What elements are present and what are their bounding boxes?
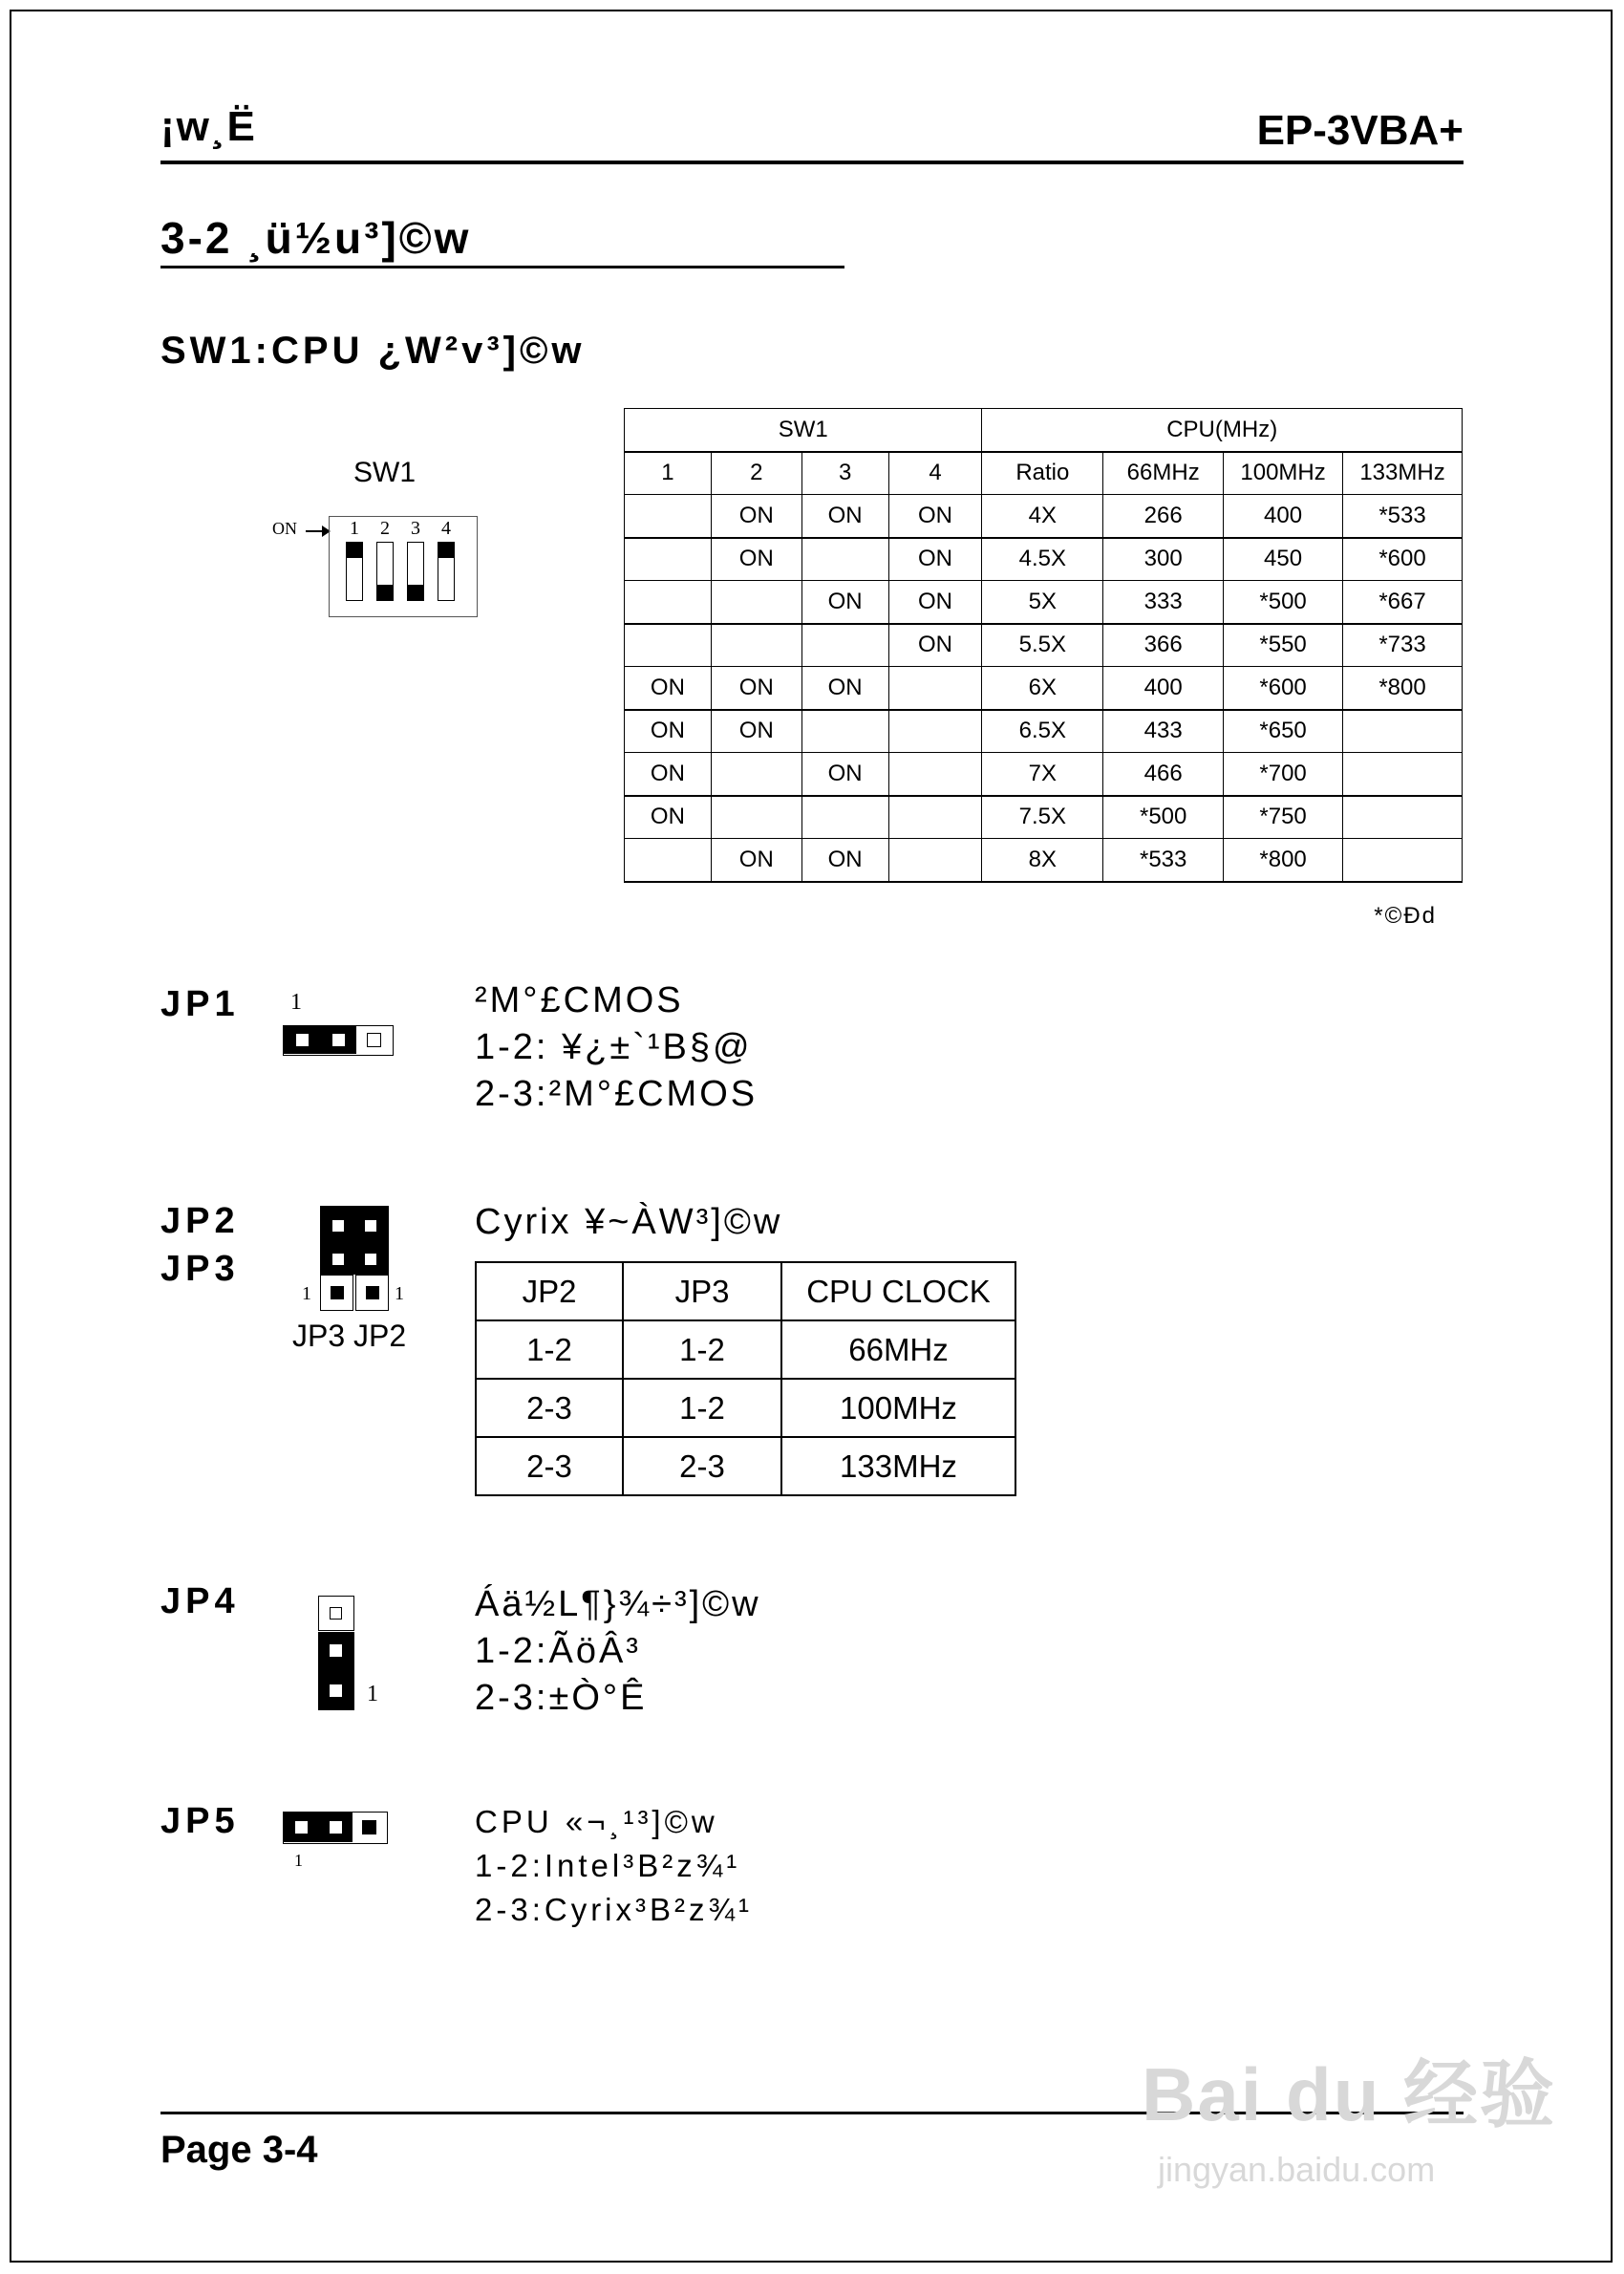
page-number: Page 3-4 xyxy=(160,2129,318,2171)
table-cell xyxy=(888,667,982,710)
jp1-jumper xyxy=(283,1025,394,1056)
table-cell: *533 xyxy=(1103,839,1224,882)
table-cell: ON xyxy=(711,667,801,710)
section-title: 3-2 ¸ü½u³]©w xyxy=(160,213,472,263)
table-row xyxy=(476,1379,1015,1437)
table-cell: ON xyxy=(801,581,888,624)
table-cell: 2-3 xyxy=(623,1437,781,1495)
section-underline xyxy=(160,266,844,268)
table-cell xyxy=(711,753,801,796)
table-cell: *500 xyxy=(1103,796,1224,839)
table-row xyxy=(625,495,1463,538)
table-cell: 100MHz xyxy=(781,1379,1015,1437)
table-cell: ON xyxy=(801,495,888,538)
jp5-line-2: 1-2:Intel³B²z¾¹ xyxy=(475,1848,741,1883)
table-cell: ON xyxy=(888,624,982,667)
table-cell xyxy=(801,710,888,753)
table-header-cell: CPU CLOCK xyxy=(781,1262,1015,1320)
jp2-label: JP2 xyxy=(160,1201,240,1241)
table-cell: *700 xyxy=(1224,753,1343,796)
jp5-description xyxy=(475,1800,753,1932)
dip-number-1: 1 xyxy=(350,518,359,539)
table-cell xyxy=(888,753,982,796)
table-header-cell: 133MHz xyxy=(1343,452,1463,495)
dip-switch-2 xyxy=(376,542,394,601)
table-cell: *500 xyxy=(1224,581,1343,624)
dip-on-label: ON xyxy=(272,519,297,538)
table-cell: ON xyxy=(711,710,801,753)
header-left-title: ¡w¸Ë xyxy=(160,103,257,150)
table-cell: *667 xyxy=(1343,581,1463,624)
jp3-label: JP3 xyxy=(160,1249,240,1289)
table-cell: 4X xyxy=(982,495,1103,538)
table-cell: 300 xyxy=(1103,538,1224,581)
table-cell: ON xyxy=(711,538,801,581)
table-row xyxy=(625,581,1463,624)
table-cell xyxy=(625,624,712,667)
table-row xyxy=(476,1320,1015,1379)
table-cell xyxy=(1343,839,1463,882)
table-cell: 1-2 xyxy=(476,1320,623,1379)
table-cell: ON xyxy=(801,753,888,796)
dip-number-2: 2 xyxy=(380,518,390,539)
table-cell: ON xyxy=(625,710,712,753)
table-cell xyxy=(801,538,888,581)
jp4-jumper xyxy=(318,1596,354,1710)
table-cell: ON xyxy=(888,538,982,581)
table-cell: 466 xyxy=(1103,753,1224,796)
sw1-dip-switch xyxy=(329,516,478,617)
table-row xyxy=(625,710,1463,753)
table-cell: 66MHz xyxy=(781,1320,1015,1379)
table-header-cell: 2 xyxy=(711,452,801,495)
jp1-line-3: 2-3:²M°£CMOS xyxy=(475,1074,759,1114)
table-cell: *650 xyxy=(1224,710,1343,753)
table-row xyxy=(625,753,1463,796)
jp4-line-2: 1-2:ÃöÂ³ xyxy=(475,1631,641,1671)
table-cell: 266 xyxy=(1103,495,1224,538)
dip-switch-1 xyxy=(346,542,363,601)
table-header-cell: 4 xyxy=(888,452,982,495)
table-cell: *533 xyxy=(1343,495,1463,538)
jp1-label: JP1 xyxy=(160,984,240,1024)
jp5-line-3: 2-3:Cyrix³B²z¾¹ xyxy=(475,1892,754,1927)
table-cell xyxy=(711,581,801,624)
sw1-cpu-ratio-table xyxy=(624,408,1463,883)
table-row xyxy=(625,667,1463,710)
table-group-header: CPU(MHz) xyxy=(982,409,1463,452)
table-group-header-row xyxy=(625,409,1463,452)
sw1-heading: SW1:CPU ¿W²v³]©w xyxy=(160,330,586,372)
table-cell: *550 xyxy=(1224,624,1343,667)
table-row xyxy=(625,839,1463,882)
cpu-clock-table xyxy=(475,1261,1016,1496)
jp1-line-1: ²M°£CMOS xyxy=(475,980,684,1020)
table-cell: 8X xyxy=(982,839,1103,882)
table-cell: ON xyxy=(888,581,982,624)
table-cell: 400 xyxy=(1103,667,1224,710)
table-cell xyxy=(625,495,712,538)
table-header-cell: 66MHz xyxy=(1103,452,1224,495)
table-header-row xyxy=(476,1262,1015,1320)
table-cell: 1-2 xyxy=(623,1379,781,1437)
jp2-jp3-jumper-block xyxy=(320,1206,389,1311)
table-cell: 366 xyxy=(1103,624,1224,667)
jp5-jumper xyxy=(283,1812,388,1844)
table-header-cell: JP2 xyxy=(476,1262,623,1320)
dip-number-4: 4 xyxy=(441,518,451,539)
arrow-right-icon xyxy=(306,530,323,532)
watermark-brand: Bai du 经验 xyxy=(1142,2052,1557,2136)
table-cell xyxy=(801,624,888,667)
table-cell xyxy=(711,624,801,667)
jp5-label: JP5 xyxy=(160,1801,240,1841)
jp4-label: JP4 xyxy=(160,1581,240,1621)
table-cell: *800 xyxy=(1224,839,1343,882)
table-cell xyxy=(888,710,982,753)
jp1-description xyxy=(475,977,758,1118)
table-cell: ON xyxy=(711,839,801,882)
jp2-jp3-caption: JP3 JP2 xyxy=(292,1319,407,1353)
table-cell xyxy=(625,839,712,882)
table-cell: ON xyxy=(888,495,982,538)
table-cell: 6.5X xyxy=(982,710,1103,753)
table-header-cell: 1 xyxy=(625,452,712,495)
table-cell: 4.5X xyxy=(982,538,1103,581)
table-row xyxy=(476,1437,1015,1495)
jp5-pin-one-marker: 1 xyxy=(294,1851,303,1870)
table-cell: ON xyxy=(801,667,888,710)
table-cell: 5.5X xyxy=(982,624,1103,667)
table-cell xyxy=(1343,753,1463,796)
table-cell xyxy=(888,839,982,882)
table-header-cell: 100MHz xyxy=(1224,452,1343,495)
table-cell xyxy=(1343,710,1463,753)
table-row xyxy=(625,624,1463,667)
dip-switch-3 xyxy=(407,542,424,601)
dip-number-3: 3 xyxy=(411,518,420,539)
table-cell xyxy=(888,796,982,839)
table-cell: 7.5X xyxy=(982,796,1103,839)
table-cell: 6X xyxy=(982,667,1103,710)
table-cell: 1-2 xyxy=(623,1320,781,1379)
dip-switch-4 xyxy=(438,542,455,601)
table-cell: 450 xyxy=(1224,538,1343,581)
table-cell: *600 xyxy=(1343,538,1463,581)
table-header-cell: Ratio xyxy=(982,452,1103,495)
table-cell: ON xyxy=(625,796,712,839)
header-divider xyxy=(160,161,1464,164)
jp5-line-1: CPU «¬¸¹³]©w xyxy=(475,1804,718,1839)
table-cell: 333 xyxy=(1103,581,1224,624)
table-cell: *733 xyxy=(1343,624,1463,667)
table-row xyxy=(625,538,1463,581)
table-cell: *800 xyxy=(1343,667,1463,710)
jp4-description xyxy=(475,1581,761,1722)
jp4-pin-one-marker: 1 xyxy=(367,1682,378,1706)
header-model-name: EP-3VBA+ xyxy=(1256,107,1464,154)
table-cell: ON xyxy=(625,753,712,796)
jp4-line-3: 2-3:±Ò°Ê xyxy=(475,1678,648,1718)
table-header-row xyxy=(625,452,1463,495)
table-group-header: SW1 xyxy=(625,409,982,452)
table-cell xyxy=(625,581,712,624)
jp1-line-2: 1-2: ¥¿±`¹B§@ xyxy=(475,1027,753,1067)
sw1-diagram-label: SW1 xyxy=(353,457,417,488)
table-cell xyxy=(801,796,888,839)
table-cell: ON xyxy=(801,839,888,882)
table-footnote: *©Ðd xyxy=(1374,903,1437,929)
table-cell xyxy=(711,796,801,839)
table-cell: *750 xyxy=(1224,796,1343,839)
table-row xyxy=(625,796,1463,839)
table-cell: 400 xyxy=(1224,495,1343,538)
table-cell xyxy=(625,538,712,581)
table-cell: *600 xyxy=(1224,667,1343,710)
table-cell: 2-3 xyxy=(476,1379,623,1437)
table-cell: 433 xyxy=(1103,710,1224,753)
table-header-cell: JP3 xyxy=(623,1262,781,1320)
jp2-jp3-title: Cyrix ¥~ÀW³]©w xyxy=(475,1202,783,1242)
watermark-url: jingyan.baidu.com xyxy=(1158,2150,1436,2189)
jp2-pin-one-marker: 1 xyxy=(395,1283,404,1304)
table-header-cell: 3 xyxy=(801,452,888,495)
table-cell: 7X xyxy=(982,753,1103,796)
table-cell: 2-3 xyxy=(476,1437,623,1495)
jp3-pin-one-marker: 1 xyxy=(302,1283,311,1304)
table-cell: ON xyxy=(625,667,712,710)
table-cell xyxy=(1343,796,1463,839)
jp4-line-1: Áä½L¶}¾÷³]©w xyxy=(475,1584,761,1624)
table-cell: 5X xyxy=(982,581,1103,624)
jp1-pin-one-marker: 1 xyxy=(290,990,302,1015)
table-cell: ON xyxy=(711,495,801,538)
table-cell: 133MHz xyxy=(781,1437,1015,1495)
